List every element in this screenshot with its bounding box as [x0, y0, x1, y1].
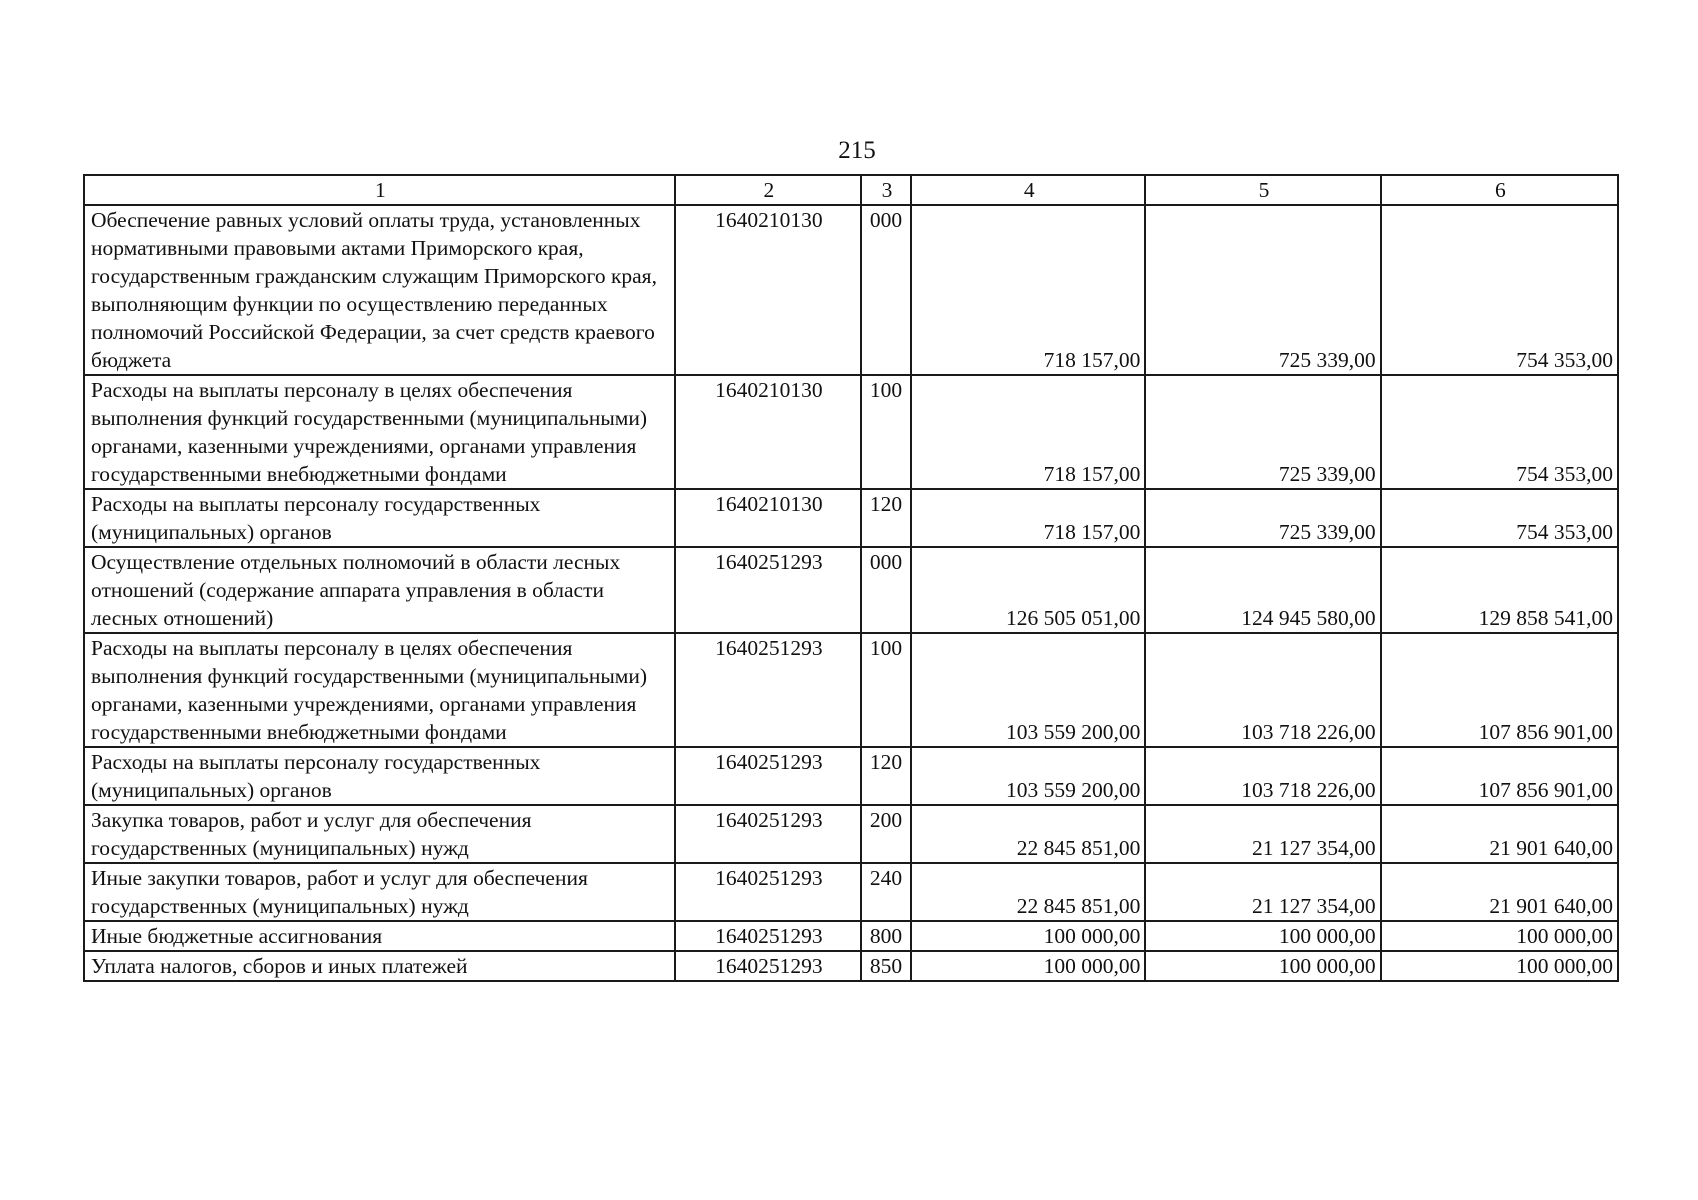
row-amount-col6: 754 353,00 — [1381, 489, 1618, 547]
row-expense-type: 240 — [861, 863, 911, 921]
column-header-5: 5 — [1145, 175, 1380, 205]
table-row — [84, 375, 1618, 489]
row-target-code: 1640251293 — [675, 863, 861, 921]
row-amount-col5: 100 000,00 — [1145, 951, 1380, 981]
column-header-4: 4 — [911, 175, 1145, 205]
row-amount-col6: 100 000,00 — [1381, 921, 1618, 951]
row-amount-col6: 100 000,00 — [1381, 951, 1618, 981]
row-name: Расходы на выплаты персоналу в целях обеспечения выполнения функций государственными (муниципальными) органами, казенными учреждениями, органами управления государственными внебюджетными фондами — [84, 633, 675, 747]
row-amount-col5: 21 127 354,00 — [1145, 863, 1380, 921]
column-header-2: 2 — [675, 175, 861, 205]
row-amount-col6: 21 901 640,00 — [1381, 805, 1618, 863]
table-row — [84, 747, 1618, 805]
table-header-row — [84, 175, 1618, 205]
column-header-3: 3 — [861, 175, 911, 205]
table-row — [84, 205, 1618, 375]
row-amount-col5: 725 339,00 — [1145, 375, 1380, 489]
row-target-code: 1640210130 — [675, 489, 861, 547]
row-amount-col4: 22 845 851,00 — [911, 863, 1145, 921]
row-name: Уплата налогов, сборов и иных платежей — [84, 951, 675, 981]
row-expense-type: 000 — [861, 205, 911, 375]
table-row — [84, 489, 1618, 547]
row-expense-type: 120 — [861, 747, 911, 805]
row-amount-col4: 126 505 051,00 — [911, 547, 1145, 633]
row-amount-col5: 725 339,00 — [1145, 489, 1380, 547]
row-expense-type: 120 — [861, 489, 911, 547]
row-name: Расходы на выплаты персоналу государственных (муниципальных) органов — [84, 747, 675, 805]
table-row — [84, 805, 1618, 863]
row-amount-col6: 129 858 541,00 — [1381, 547, 1618, 633]
row-target-code: 1640210130 — [675, 375, 861, 489]
row-target-code: 1640251293 — [675, 547, 861, 633]
row-amount-col5: 124 945 580,00 — [1145, 547, 1380, 633]
row-expense-type: 100 — [861, 633, 911, 747]
row-amount-col5: 21 127 354,00 — [1145, 805, 1380, 863]
table-row — [84, 951, 1618, 981]
row-target-code: 1640251293 — [675, 921, 861, 951]
row-amount-col5: 103 718 226,00 — [1145, 747, 1380, 805]
row-name: Иные закупки товаров, работ и услуг для обеспечения государственных (муниципальных) нужд — [84, 863, 675, 921]
row-amount-col4: 718 157,00 — [911, 489, 1145, 547]
table-row — [84, 921, 1618, 951]
row-amount-col4: 718 157,00 — [911, 205, 1145, 375]
row-amount-col6: 107 856 901,00 — [1381, 747, 1618, 805]
row-amount-col5: 725 339,00 — [1145, 205, 1380, 375]
row-name: Закупка товаров, работ и услуг для обеспечения государственных (муниципальных) нужд — [84, 805, 675, 863]
row-expense-type: 100 — [861, 375, 911, 489]
row-amount-col4: 103 559 200,00 — [911, 633, 1145, 747]
row-amount-col4: 100 000,00 — [911, 921, 1145, 951]
row-amount-col6: 754 353,00 — [1381, 205, 1618, 375]
row-amount-col4: 718 157,00 — [911, 375, 1145, 489]
row-amount-col4: 103 559 200,00 — [911, 747, 1145, 805]
table-row — [84, 633, 1618, 747]
row-amount-col6: 107 856 901,00 — [1381, 633, 1618, 747]
row-amount-col6: 754 353,00 — [1381, 375, 1618, 489]
column-header-6: 6 — [1381, 175, 1618, 205]
row-amount-col5: 103 718 226,00 — [1145, 633, 1380, 747]
row-target-code: 1640251293 — [675, 951, 861, 981]
row-amount-col6: 21 901 640,00 — [1381, 863, 1618, 921]
row-expense-type: 850 — [861, 951, 911, 981]
row-amount-col4: 100 000,00 — [911, 951, 1145, 981]
row-amount-col5: 100 000,00 — [1145, 921, 1380, 951]
row-expense-type: 200 — [861, 805, 911, 863]
table-row — [84, 863, 1618, 921]
row-target-code: 1640251293 — [675, 747, 861, 805]
row-target-code: 1640251293 — [675, 805, 861, 863]
row-name: Расходы на выплаты персоналу в целях обеспечения выполнения функций государственными (муниципальными) органами, казенными учреждениями, органами управления государственными внебюджетными фондами — [84, 375, 675, 489]
row-name: Осуществление отдельных полномочий в области лесных отношений (содержание аппарата управления в области лесных отношений) — [84, 547, 675, 633]
table-row — [84, 547, 1618, 633]
row-target-code: 1640251293 — [675, 633, 861, 747]
page-number: 215 — [838, 137, 876, 164]
budget-table — [83, 174, 1619, 982]
column-header-1: 1 — [84, 175, 675, 205]
row-expense-type: 800 — [861, 921, 911, 951]
row-expense-type: 000 — [861, 547, 911, 633]
row-name: Обеспечение равных условий оплаты труда, установленных нормативными правовыми актами Приморского края, государственным гражданским служащим Приморского края, выполняющим функции по осуществлению переданных полномочий Российской Федерации, за счет средств краевого бюджета — [84, 205, 675, 375]
row-name: Иные бюджетные ассигнования — [84, 921, 675, 951]
row-name: Расходы на выплаты персоналу государственных (муниципальных) органов — [84, 489, 675, 547]
row-amount-col4: 22 845 851,00 — [911, 805, 1145, 863]
row-target-code: 1640210130 — [675, 205, 861, 375]
